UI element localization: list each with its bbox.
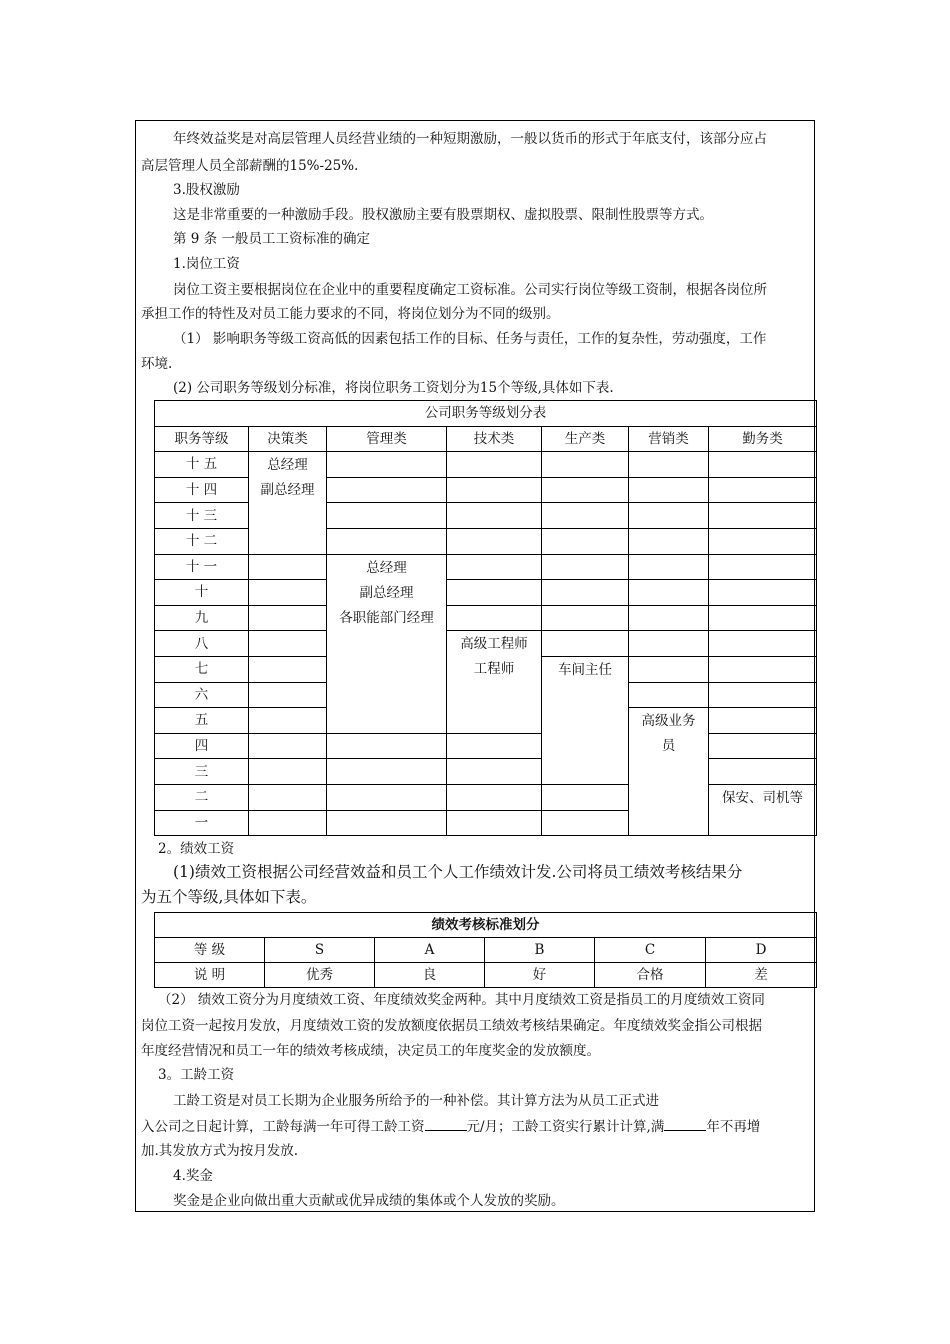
marketing-title-2: 员 xyxy=(661,738,676,755)
header-grade: 职务等级 xyxy=(155,426,249,452)
grade-6: 六 xyxy=(155,682,249,708)
grade-table-title: 公司职务等级划分表 xyxy=(155,401,817,427)
header-service: 勤务类 xyxy=(709,426,817,452)
grade-12: 十 二 xyxy=(155,528,249,554)
paragraph-seniority-line1: 工龄工资是对员工长期为企业服务所给予的一种补偿。其计算方法为从员工正式进 xyxy=(173,1093,659,1109)
decision-title-1: 总经理 xyxy=(267,457,308,474)
desc-a: 良 xyxy=(375,963,485,988)
paragraph-performance-line1: (1)绩效工资根据公司经营效益和员工个人工作绩效计发.公司将员工绩效考核结果分 xyxy=(173,863,743,881)
management-title-2: 副总经理 xyxy=(359,584,414,601)
performance-table xyxy=(154,912,817,988)
level-label: 等 级 xyxy=(155,938,265,963)
grade-7: 七 xyxy=(155,656,249,682)
marketing-title-1: 高级业务 xyxy=(641,713,696,730)
service-cell xyxy=(709,784,817,835)
technical-cell xyxy=(447,631,542,733)
technical-title-1: 高级工程师 xyxy=(460,636,528,653)
technical-title-2: 工程师 xyxy=(473,661,515,678)
level-a: A xyxy=(375,938,485,963)
paragraph-position-salary-line1: 岗位工资主要根据岗位在企业中的重要程度确定工资标准。公司实行岗位等级工资制，根据各岗位所 xyxy=(173,282,767,298)
level-c: C xyxy=(595,938,706,963)
production-cell xyxy=(542,656,629,784)
grade-2: 二 xyxy=(155,784,249,810)
grade-1: 一 xyxy=(155,810,249,836)
heading-equity-incentive: 3.股权激励 xyxy=(173,182,240,198)
seniority-text-c: 年不再增 xyxy=(706,1119,761,1135)
grade-table xyxy=(154,400,817,836)
seniority-text-b: 元/月；工龄工资实行累计计算,满 xyxy=(466,1119,665,1135)
desc-b: 好 xyxy=(485,963,595,988)
grade-9: 九 xyxy=(155,605,249,631)
level-b: B xyxy=(485,938,595,963)
paragraph-factors-line1: （1） 影响职务等级工资高低的因素包括工作的目标、任务与责任，工作的复杂性，劳动强度，工作 xyxy=(173,331,767,347)
desc-c: 合格 xyxy=(595,963,706,988)
grade-5: 五 xyxy=(155,708,249,734)
paragraph-performance-types-line2: 岗位工资一起按月发放，月度绩效工资的发放额度依据员工绩效考核结果确定。年度绩效奖金指公司根据 xyxy=(141,1018,762,1034)
paragraph-annual-bonus-line2: 高层管理人员全部薪酬的15%-25%. xyxy=(141,158,359,174)
header-management: 管理类 xyxy=(327,426,447,452)
content-frame xyxy=(135,120,815,1212)
grade-14: 十 四 xyxy=(155,477,249,503)
marketing-cell xyxy=(629,708,709,836)
paragraph-seniority-line2 xyxy=(141,1117,760,1136)
grade-8: 八 xyxy=(155,631,249,657)
decision-cell xyxy=(249,452,327,554)
header-marketing: 营销类 xyxy=(629,426,709,452)
paragraph-bonus: 奖金是企业向做出重大贡献或优异成绩的集体或个人发放的奖励。 xyxy=(173,1193,565,1209)
desc-s: 优秀 xyxy=(265,963,375,988)
grade-11: 十 一 xyxy=(155,554,249,580)
desc-d: 差 xyxy=(706,963,817,988)
paragraph-position-salary-line2: 承担工作的特性及对员工能力要求的不同，将岗位划分为不同的级别。 xyxy=(141,306,560,322)
heading-position-salary: 1.岗位工资 xyxy=(173,256,240,272)
level-d: D xyxy=(706,938,817,963)
performance-table-title: 绩效考核标准划分 xyxy=(155,913,817,938)
seniority-text-a: 入公司之日起计算，工龄每满一年可得工龄工资 xyxy=(141,1119,425,1135)
grade-3: 三 xyxy=(155,759,249,785)
heading-bonus: 4.奖金 xyxy=(173,1168,213,1184)
paragraph-performance-types-line3: 年度经营情况和员工一年的绩效考核成绩，决定员工的年度奖金的发放额度。 xyxy=(141,1043,600,1059)
paragraph-annual-bonus-line1: 年终效益奖是对高层管理人员经营业绩的一种短期激励，一般以货币的形式于年底支付，该部分应占 xyxy=(173,131,767,147)
paragraph-grade-standard: (2) 公司职务等级划分标准，将岗位职务工资划分为15个等级,具体如下表. xyxy=(173,380,614,396)
seniority-amount-blank[interactable] xyxy=(425,1117,467,1131)
grade-15: 十 五 xyxy=(155,452,249,478)
header-production: 生产类 xyxy=(542,426,629,452)
grade-10: 十 xyxy=(155,580,249,606)
management-title-1: 总经理 xyxy=(366,559,407,576)
service-title: 保安、司机等 xyxy=(722,789,803,806)
production-title: 车间主任 xyxy=(558,661,612,678)
header-technical: 技术类 xyxy=(447,426,542,452)
header-decision: 决策类 xyxy=(249,426,327,452)
seniority-years-blank[interactable] xyxy=(664,1117,706,1131)
grade-4: 四 xyxy=(155,733,249,759)
paragraph-performance-types-line1: （2） 绩效工资分为月度绩效工资、年度绩效奖金两种。其中月度绩效工资是指员工的月度绩效工资同 xyxy=(158,992,765,1008)
decision-title-2: 副总经理 xyxy=(260,482,315,499)
paragraph-factors-line2: 环境. xyxy=(141,356,173,372)
paragraph-seniority-line3: 加.其发放方式为按月发放. xyxy=(141,1143,299,1159)
paragraph-performance-line2: 为五个等级,具体如下表。 xyxy=(141,888,317,906)
paragraph-equity-incentive: 这是非常重要的一种激励手段。股权激励主要有股票期权、虚拟股票、限制性股票等方式。 xyxy=(173,207,713,223)
article-9-title: 第 9 条 一般员工工资标准的确定 xyxy=(173,231,370,247)
heading-performance-salary: 2。绩效工资 xyxy=(158,841,235,857)
heading-seniority-salary: 3。工龄工资 xyxy=(158,1067,235,1083)
level-s: S xyxy=(265,938,375,963)
management-cell xyxy=(327,554,447,733)
description-label: 说 明 xyxy=(155,963,265,988)
management-title-3: 各职能部门经理 xyxy=(339,609,434,626)
grade-13: 十 三 xyxy=(155,503,249,529)
